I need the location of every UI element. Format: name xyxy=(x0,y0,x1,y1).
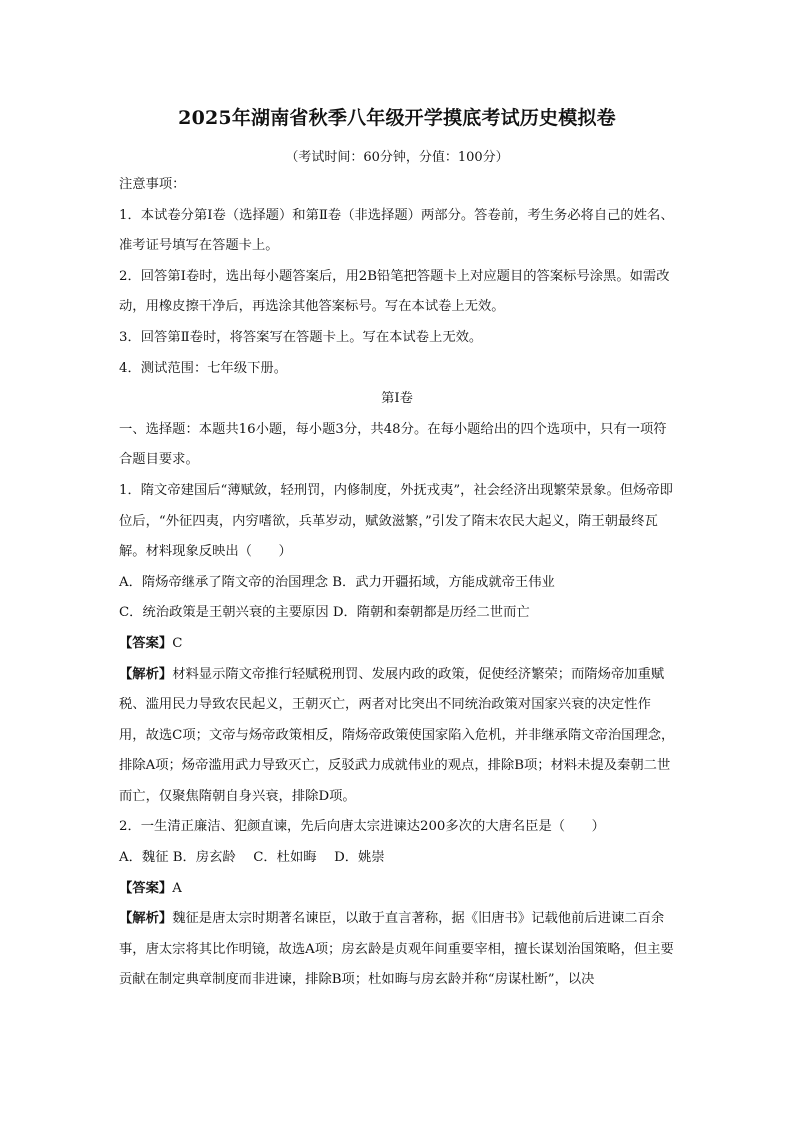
note-item-2: 2．回答第Ⅰ卷时，选出每小题答案后，用2B铅笔把答题卡上对应题目的答案标号涂黑。如需改动，用橡皮擦干净后，再选涂其他答案标号。写在本试卷上无效。 xyxy=(119,268,670,315)
exam-info: （考试时间：60分钟，分值：100分） xyxy=(285,150,509,165)
question-2-answer xyxy=(119,874,675,905)
question-1-stem: 1．隋文帝建国后“薄赋敛，轻刑罚，内修制度，外抚戎夷”，社会经济出现繁荣景象。但炀帝即位后，“外征四夷，内穷嗜欲，兵革岁动，赋敛滋繁，”引发了隋末农民大起义，隋王朝最终瓦解。材料现象反映出（ ） xyxy=(119,482,673,560)
analysis-text: 魏征是唐太宗时期著名谏臣，以敢于直言著称，据《旧唐书》记载他前后进谏二百余事，唐太宗将其比作明镜，故选A项；房玄龄是贞观年间重要宰相，擅长谋划治国策略，但主要贡献在制定典章制度而非进谏，排除B项；杜如晦与房玄龄并称“房谋杜断”，以决 xyxy=(119,911,674,988)
section-intro: 一、选择题：本题共16小题，每小题3分，共48分。在每小题给出的四个选项中，只有一项符合题目要求。 xyxy=(119,421,667,468)
document-body xyxy=(119,170,675,996)
note-item-1: 1．本试卷分第Ⅰ卷（选择题）和第Ⅱ卷（非选择题）两部分。答卷前，考生务必将自己的姓名、准考证号填写在答题卡上。 xyxy=(119,207,674,254)
section-title: 第Ⅰ卷 xyxy=(381,391,413,407)
analysis-label: 【解析】 xyxy=(119,911,173,927)
question-2-stem: 2．一生清正廉洁、犯颜直谏，先后向唐太宗进谏达200多次的大唐名臣是（ ） xyxy=(119,819,605,835)
question-1-answer xyxy=(119,629,675,660)
answer-value: C xyxy=(172,635,183,651)
question-2-options: A．魏征 B．房玄龄 C．杜如晦 D．姚崇 xyxy=(119,850,385,866)
answer-label: 【答案】 xyxy=(119,635,173,651)
question-1-options-cd: C．统治政策是王朝兴衰的主要原因 D．隋朝和秦朝都是历经二世而亡 xyxy=(119,605,530,621)
page-title: 2025年湖南省秋季八年级开学摸底考试历史模拟卷 xyxy=(178,107,616,129)
note-item-4: 4．测试范围：七年级下册。 xyxy=(119,360,288,376)
answer-label: 【答案】 xyxy=(119,880,173,896)
question-1-options-ab: A．隋炀帝继承了隋文帝的治国理念 B．武力开疆拓域，方能成就帝王伟业 xyxy=(119,574,555,590)
analysis-text: 材料显示隋文帝推行轻赋税刑罚、发展内政的政策，促使经济繁荣；而隋炀帝加重赋税、滥用民力导致农民起义，王朝灭亡，两者对比突出不同统治政策对国家兴衰的决定性作用，故选C项；文帝与炀帝政策相反，隋炀帝政策使国家陷入危机，并非继承隋文帝治国理念，排除A项；炀帝滥用武力导致灭亡，反驳武力成就伟业的观点，排除B项；材料未提及秦朝二世而亡，仅聚焦隋朝自身兴衰，排除D项。 xyxy=(119,666,675,804)
question-2-analysis xyxy=(119,904,675,996)
analysis-label: 【解析】 xyxy=(119,666,173,682)
note-item-3: 3．回答第Ⅱ卷时，将答案写在答题卡上。写在本试卷上无效。 xyxy=(119,329,483,345)
notes-heading: 注意事项： xyxy=(119,177,186,192)
answer-value: A xyxy=(172,880,182,896)
question-1-analysis xyxy=(119,660,675,813)
